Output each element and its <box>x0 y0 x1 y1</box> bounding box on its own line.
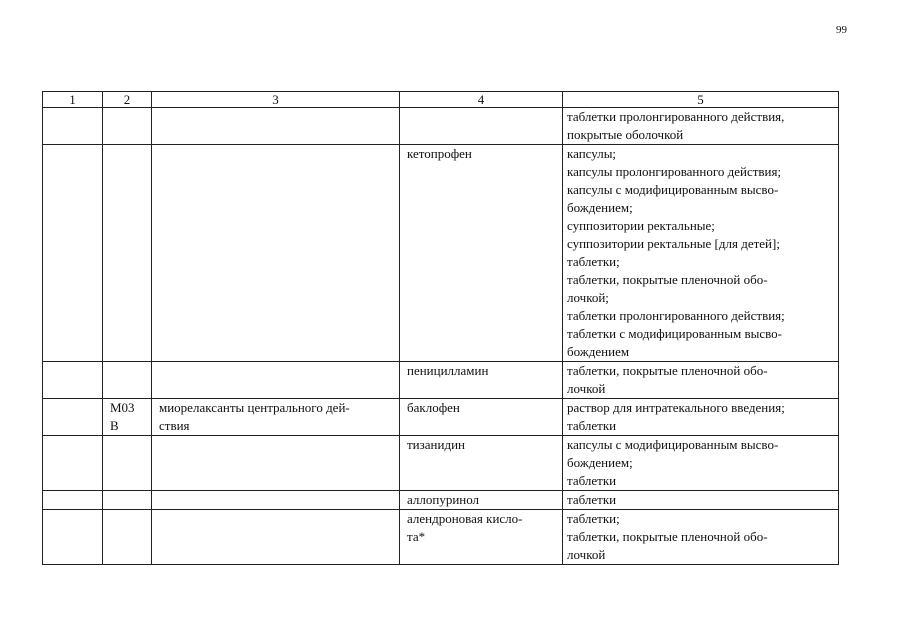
atc-code-cell <box>103 436 152 491</box>
group-name-cell <box>152 510 400 565</box>
atc-code-cell <box>103 491 152 510</box>
dosage-form-line: капсулы с модифицированным высво- <box>567 182 779 197</box>
dosage-form-line: лочкой; <box>567 290 609 305</box>
row-number-cell <box>43 145 103 362</box>
group-name-cell <box>152 362 400 399</box>
dosage-form-line: капсулы пролонгированного действия; <box>567 164 782 179</box>
table-row <box>43 436 839 491</box>
dosage-form-cell <box>563 145 839 362</box>
drug-name-cell <box>400 362 563 399</box>
column-header-5: 5 <box>563 92 839 108</box>
row-number-cell <box>43 362 103 399</box>
group-name-cell <box>152 145 400 362</box>
drug-name-cell <box>400 436 563 491</box>
dosage-form-line: бождением; <box>567 200 633 215</box>
dosage-form-line: суппозитории ректальные [для детей]; <box>567 236 780 251</box>
atc-code-cell <box>103 108 152 145</box>
dosage-form-line: таблетки, покрытые пленочной обо- <box>567 363 768 378</box>
row-number-cell <box>43 436 103 491</box>
row-number-cell <box>43 510 103 565</box>
dosage-form-line: таблетки с модифицированным высво- <box>567 326 782 341</box>
atc-code-cell <box>103 399 152 436</box>
table-row <box>43 362 839 399</box>
table-row <box>43 145 839 362</box>
drug-name-cell <box>400 399 563 436</box>
column-header-1: 1 <box>43 92 103 108</box>
table-row <box>43 399 839 436</box>
group-name-cell <box>152 436 400 491</box>
group-name-line: миорелаксанты центрального дей- <box>159 400 350 415</box>
page-number: 99 <box>836 24 847 36</box>
atc-code-part: B <box>110 418 119 433</box>
dosage-form-line: лочкой <box>567 547 606 562</box>
dosage-form-cell <box>563 399 839 436</box>
dosage-form-line: таблетки пролонгированного действия; <box>567 308 785 323</box>
table-row <box>43 510 839 565</box>
drug-name-line: баклофен <box>407 400 460 415</box>
dosage-form-line: таблетки пролонгированного действия, <box>567 109 785 124</box>
group-name-line: ствия <box>159 418 190 433</box>
group-name-cell <box>152 491 400 510</box>
drug-name-line: та* <box>407 529 426 544</box>
row-number-cell <box>43 399 103 436</box>
atc-code-cell <box>103 510 152 565</box>
column-header-2: 2 <box>103 92 152 108</box>
group-name-cell <box>152 108 400 145</box>
dosage-form-cell <box>563 362 839 399</box>
drug-table <box>42 91 839 565</box>
drug-name-cell <box>400 491 563 510</box>
dosage-form-line: таблетки <box>567 418 617 433</box>
dosage-form-line: таблетки; <box>567 511 620 526</box>
dosage-form-cell <box>563 510 839 565</box>
row-number-cell <box>43 491 103 510</box>
drug-name-line: алендроновая кисло- <box>407 511 523 526</box>
dosage-form-line: бождением <box>567 344 630 359</box>
drug-name-line: кетопрофен <box>407 146 472 161</box>
atc-code-cell <box>103 362 152 399</box>
dosage-form-line: таблетки, покрытые пленочной обо- <box>567 529 768 544</box>
drug-name-cell <box>400 145 563 362</box>
group-name-cell <box>152 399 400 436</box>
drug-name-line: аллопуринол <box>407 492 480 507</box>
table-row <box>43 491 839 510</box>
atc-code-cell <box>103 145 152 362</box>
atc-code-part: M03 <box>110 400 135 415</box>
dosage-form-line: суппозитории ректальные; <box>567 218 715 233</box>
table-row <box>43 108 839 145</box>
dosage-form-line: лочкой <box>567 381 606 396</box>
drug-name-cell <box>400 108 563 145</box>
table-header-row <box>43 92 839 108</box>
dosage-form-line: капсулы; <box>567 146 617 161</box>
dosage-form-line: таблетки, покрытые пленочной обо- <box>567 272 768 287</box>
drug-name-line: пеницилламин <box>407 363 489 378</box>
dosage-form-line: капсулы с модифицированным высво- <box>567 437 779 452</box>
dosage-form-line: бождением; <box>567 455 633 470</box>
dosage-form-line: таблетки <box>567 492 617 507</box>
dosage-form-line: покрытые оболочкой <box>567 127 684 142</box>
dosage-form-line: таблетки <box>567 473 617 488</box>
drug-name-line: тизанидин <box>407 437 465 452</box>
drug-name-cell <box>400 510 563 565</box>
dosage-form-cell <box>563 108 839 145</box>
dosage-form-line: раствор для интратекального введения; <box>567 400 785 415</box>
column-header-4: 4 <box>400 92 563 108</box>
dosage-form-line: таблетки; <box>567 254 620 269</box>
dosage-form-cell <box>563 436 839 491</box>
column-header-3: 3 <box>152 92 400 108</box>
row-number-cell <box>43 108 103 145</box>
table-body <box>43 108 839 565</box>
dosage-form-cell <box>563 491 839 510</box>
